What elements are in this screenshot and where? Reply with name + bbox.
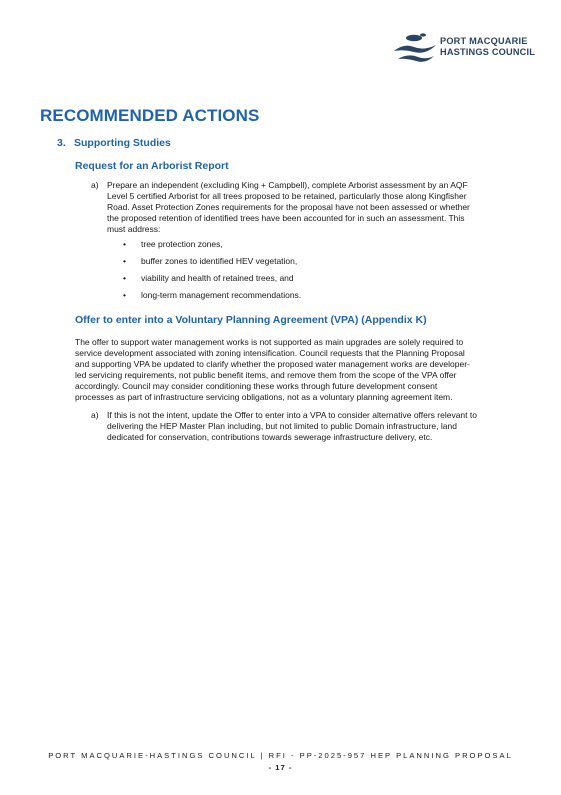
- section-title: Supporting Studies: [74, 137, 171, 149]
- bullet-text: buffer zones to identified HEV vegetation,: [141, 256, 298, 266]
- page-footer: PORT MACQUARIE-HASTINGS COUNCIL | RFI - PP-2025-957 HEP PLANNING PROPOSAL: [48, 751, 513, 760]
- text-line: dedicated for conservation, contributions towards sewerage infrastructure delivery, etc.: [107, 432, 433, 442]
- vpa-paragraph: [75, 337, 525, 403]
- text-line: delivering the HEP Master Plan including, but not limited to public Domain infrastructure, land: [107, 421, 457, 431]
- text-line: accordingly. Council may consider conditioning these works through future development consent: [75, 381, 438, 391]
- text-line: The offer to support water management works is not supported as main upgrades are solely required to: [75, 337, 464, 347]
- council-name: [440, 36, 535, 58]
- text-line: Prepare an independent (excluding King + Campbell), complete Arborist assessment by an AQF: [107, 180, 468, 190]
- vpa-subheading: Offer to enter into a Voluntary Planning Agreement (VPA) (Appendix K): [75, 314, 427, 326]
- item-marker: a): [91, 180, 99, 190]
- page-number: - 17 -: [268, 763, 293, 772]
- item-marker: a): [91, 410, 99, 420]
- bullet-text: long-term management recommendations.: [141, 290, 302, 300]
- council-name-line2: HASTINGS COUNCIL: [440, 47, 536, 57]
- section-number: 3.: [57, 137, 66, 149]
- bullet-text: tree protection zones,: [141, 239, 223, 249]
- text-line: the proposed retention of identified trees have been accounted for in such an assessment. This: [107, 213, 465, 223]
- text-line: must address:: [107, 224, 161, 234]
- bullet-text: viability and health of retained trees, and: [141, 273, 294, 283]
- bullet-icon: •: [123, 290, 126, 300]
- council-wave-logo-icon: [392, 31, 438, 67]
- text-line: If this is not the intent, update the Offer to enter into a VPA to consider alternative offers relevant to: [107, 410, 477, 420]
- bullet-icon: •: [123, 273, 126, 283]
- bullet-icon: •: [123, 256, 126, 266]
- text-line: and supporting VPA be updated to clarify whether the proposed water management works are developer-: [75, 359, 470, 369]
- council-logo: [392, 31, 536, 67]
- text-line: Level 5 certified Arborist for all trees proposed to be retained, particularly those along Kingfisher: [107, 191, 467, 201]
- text-line: Road. Asset Protection Zones requirements for the proposal have not been assessed or whether: [107, 202, 470, 212]
- text-line: service development associated with zoning intensification. Council requests that the Planning Proposal: [75, 348, 465, 358]
- text-line: processes as part of infrastructure servicing obligations, not as a voluntary planning agreement item.: [75, 392, 453, 402]
- section-heading: [57, 137, 171, 149]
- text-line: led servicing requirements, not public benefit items, and remove them from the scope of the VPA offer: [75, 370, 457, 380]
- arborist-subheading: Request for an Arborist Report: [75, 160, 229, 172]
- bullet-icon: •: [123, 239, 126, 249]
- page-heading: RECOMMENDED ACTIONS: [40, 106, 260, 125]
- council-name-line1: PORT MACQUARIE: [440, 36, 528, 46]
